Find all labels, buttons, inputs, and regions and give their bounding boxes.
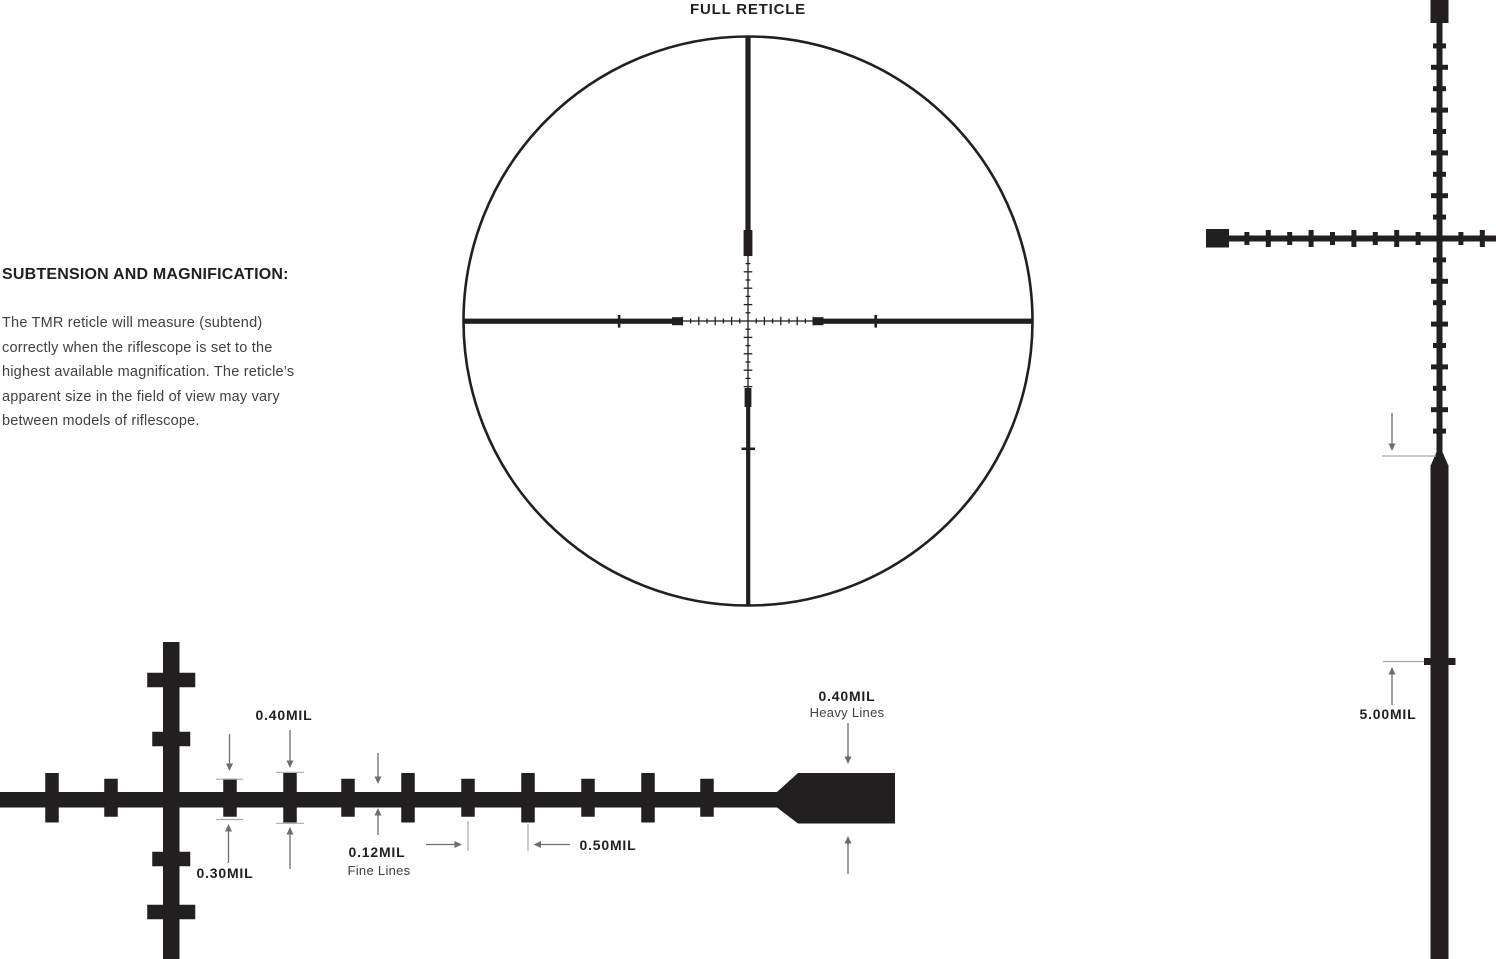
- mil-hash: [1431, 364, 1448, 369]
- mil-hash: [1431, 322, 1448, 327]
- fine-hash: [698, 317, 699, 326]
- fine-hash: [797, 317, 798, 326]
- mil-hash: [1431, 193, 1448, 198]
- fine-hash: [746, 345, 751, 346]
- arrow-head: [375, 777, 382, 785]
- fine-hash: [682, 317, 683, 326]
- mil-hash: [1433, 386, 1446, 391]
- fine-hash: [746, 312, 751, 313]
- fine-hash: [756, 319, 757, 324]
- fine-hash: [744, 255, 753, 256]
- mil-hash: [700, 779, 714, 817]
- mil-hash: [1433, 300, 1446, 305]
- mil-hash: [1433, 172, 1446, 177]
- mil-hash: [341, 779, 355, 817]
- mil-hash: [1431, 65, 1448, 70]
- heavy-line-block: [798, 773, 895, 824]
- heavy-line-taper: [777, 773, 798, 824]
- arrow-head: [845, 836, 852, 844]
- mil-hash: [1433, 86, 1446, 91]
- heavy-post: [1431, 465, 1449, 959]
- mil-hash: [1433, 215, 1446, 220]
- mil-hash: [1433, 343, 1446, 348]
- arrow-head: [1389, 667, 1396, 675]
- label-050mil-spacing: 0.50MIL: [579, 837, 637, 853]
- mil-hash: [1330, 232, 1335, 245]
- mil-hash: [104, 779, 118, 817]
- heavy-post-left-block: [1206, 229, 1229, 248]
- fine-hash: [780, 317, 781, 326]
- top-post: [745, 37, 750, 231]
- mil-hash: [581, 779, 595, 817]
- mil-hash: [283, 773, 297, 823]
- fine-hash: [805, 319, 806, 324]
- left-post-cap: [672, 317, 683, 325]
- arrow-head: [287, 761, 294, 769]
- right-post-hash: [874, 315, 877, 328]
- vertical-detail-drawing: [1206, 0, 1496, 959]
- top-post-cap: [744, 230, 753, 256]
- subtension-heading: SUBTENSION AND MAGNIFICATION:: [2, 266, 289, 283]
- fine-hash: [744, 271, 753, 272]
- arrow-head: [226, 764, 233, 772]
- mil-hash: [1458, 232, 1463, 245]
- mil-hash: [152, 852, 190, 867]
- fine-hash: [744, 386, 753, 387]
- mil-hash: [1433, 257, 1446, 262]
- fine-hash: [731, 317, 732, 326]
- arrow-head: [375, 808, 382, 816]
- mil-hash: [1373, 232, 1378, 245]
- heavy-post-top-block: [1431, 0, 1449, 23]
- label-040mil-hash: 0.40MIL: [255, 707, 313, 723]
- mil-hash: [1433, 129, 1446, 134]
- subtension-body-line: between models of riflescope.: [2, 413, 200, 430]
- arrow-head: [225, 824, 232, 832]
- fine-hash: [772, 319, 773, 324]
- mil-hash: [1394, 230, 1399, 247]
- heavy-post-taper: [1431, 452, 1449, 466]
- left-post: [465, 319, 674, 324]
- fine-hash: [813, 317, 814, 326]
- bottom-post: [746, 407, 750, 605]
- fine-hash: [764, 317, 765, 326]
- fine-hash: [788, 319, 789, 324]
- subtension-body-line: correctly when the riflescope is set to the: [2, 339, 273, 356]
- fine-hash: [744, 337, 753, 338]
- fine-hash: [746, 378, 751, 379]
- subtension-body-line: apparent size in the field of view may vary: [2, 388, 280, 405]
- label-012mil-fine: 0.12MIL: [348, 844, 406, 860]
- subtension-body-line: highest available magnification. The reticle’s: [2, 364, 295, 381]
- mil-hash: [1433, 429, 1446, 434]
- subtension-body-line: The TMR reticle will measure (subtend): [2, 315, 263, 331]
- full-reticle-title: FULL RETICLE: [690, 1, 806, 18]
- label-030mil-hash: 0.30MIL: [196, 865, 254, 881]
- fine-hash: [723, 319, 724, 324]
- mil-hash: [1431, 150, 1448, 155]
- mil-hash: [152, 732, 190, 747]
- mil-hash: [1431, 279, 1448, 284]
- mil-hash: [1309, 230, 1314, 247]
- mil-hash: [1287, 232, 1292, 245]
- mil-hash: [521, 773, 535, 823]
- left-post-hash: [618, 315, 621, 328]
- fine-hash: [739, 319, 740, 324]
- mil-hash: [45, 773, 59, 823]
- center-horizontal-fine-line: [683, 320, 813, 321]
- mil-hash: [147, 673, 195, 688]
- horizontal-detail-drawing: [0, 642, 895, 959]
- mil-hash: [641, 773, 655, 823]
- arrow-head: [845, 757, 852, 765]
- full-reticle-drawing: [464, 37, 1033, 606]
- mil-hash: [1244, 232, 1249, 245]
- fine-hash: [744, 353, 753, 354]
- arrow-head: [534, 841, 542, 848]
- mil-hash: [401, 773, 415, 823]
- mil-hash: [461, 779, 475, 817]
- arrow-head: [1389, 444, 1396, 452]
- mil-hash: [1431, 108, 1448, 113]
- mil-hash: [223, 779, 237, 817]
- mil-hash: [1431, 407, 1448, 412]
- label-500mil-post: 5.00MIL: [1359, 706, 1417, 722]
- mil-hash: [147, 905, 195, 920]
- mil-hash: [1480, 230, 1485, 247]
- label-040mil-heavy: 0.40MIL: [818, 688, 876, 704]
- bottom-post-cap: [745, 388, 752, 407]
- fine-hash: [706, 319, 707, 324]
- bottom-post-hash: [742, 448, 756, 451]
- subtension-body: [2, 311, 294, 434]
- fine-hash: [744, 304, 753, 305]
- fine-hash: [690, 319, 691, 324]
- fine-hash: [746, 329, 751, 330]
- arrow-head: [287, 827, 294, 835]
- fine-hash: [715, 317, 716, 326]
- mil-hash: [1416, 232, 1421, 245]
- ten-mil-hash: [1424, 658, 1456, 665]
- arrow-head: [455, 841, 463, 848]
- fine-hash: [746, 296, 751, 297]
- fine-hash: [746, 361, 751, 362]
- fine-hash: [746, 279, 751, 280]
- mil-hash: [1266, 230, 1271, 247]
- fine-hash: [744, 288, 753, 289]
- label-heavy-lines: Heavy Lines: [809, 705, 885, 720]
- mil-hash: [1351, 230, 1356, 247]
- fine-hash: [744, 370, 753, 371]
- label-fine-lines: Fine Lines: [347, 863, 411, 878]
- fine-hash: [746, 263, 751, 264]
- mil-hash: [1433, 43, 1446, 48]
- right-post: [823, 319, 1032, 324]
